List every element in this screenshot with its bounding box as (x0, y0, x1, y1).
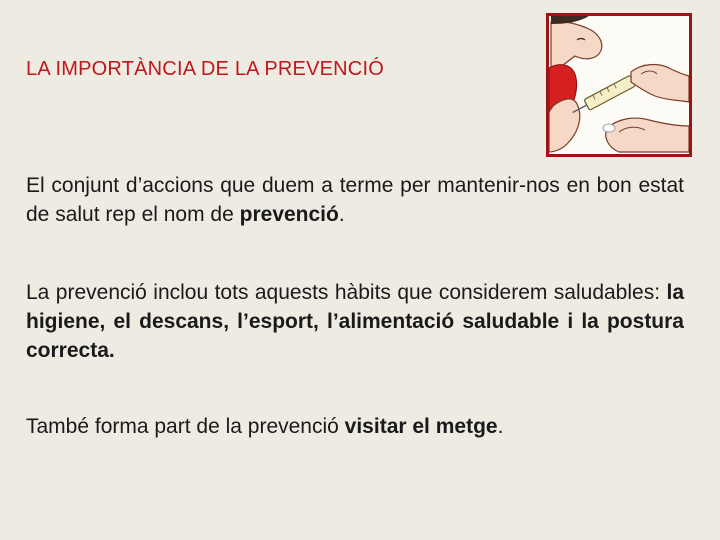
paragraph-definition (26, 171, 684, 229)
highlight-prevencio: prevenció (239, 203, 339, 226)
paragraph-text: També forma part de la prevenció (26, 415, 345, 438)
paragraph-text: . (497, 415, 504, 438)
slide-title: LA IMPORTÀNCIA DE LA PREVENCIÓ (26, 58, 384, 80)
vaccination-injection-icon (546, 13, 692, 157)
highlight-visitar-metge: visitar el metge (344, 415, 498, 438)
paragraph-doctor-visit (26, 412, 684, 441)
paragraph-text: . (338, 203, 345, 226)
highlight-habits-list: la higiene, el descans, l’esport, l’alimentació saludable i la postura correcta. (26, 281, 684, 362)
paragraph-text: La prevenció inclou tots aquests hàbits que considerem saludables: (26, 281, 667, 304)
paragraph-text: El conjunt d’accions que duem a terme per mantenir-nos en bon estat de salut rep el nom de (26, 174, 684, 226)
paragraph-habits (26, 278, 684, 365)
